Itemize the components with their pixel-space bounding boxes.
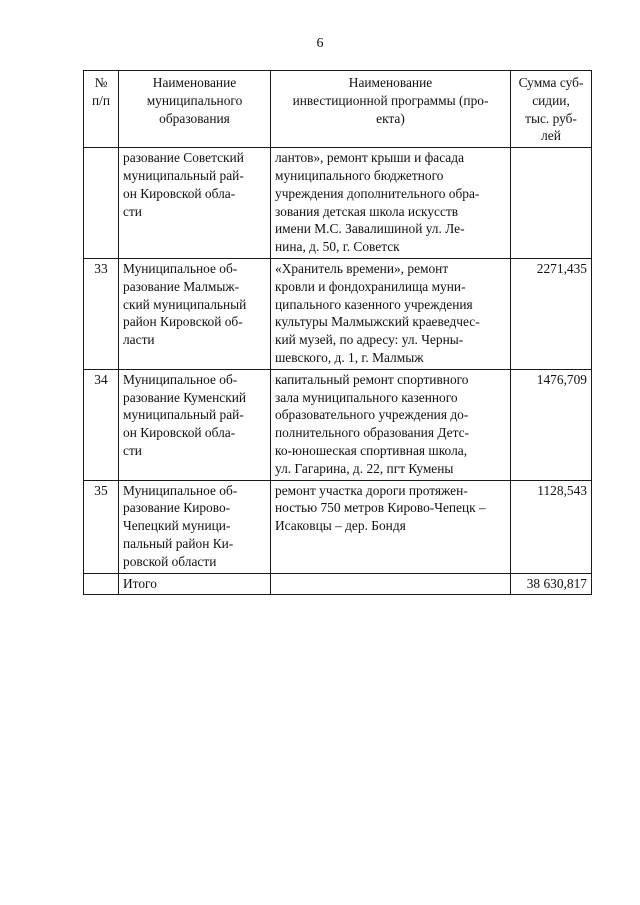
row-program: ремонт участка дороги протяжен- ностью 750 метров Кирово-Чепецк – Исаковцы – дер. Бондя [271,480,511,573]
row-municipality: Муниципальное об- разование Кирово- Чепецкий муници- пальный район Ки- ровской области [119,480,271,573]
row-amount: 1476,709 [511,369,592,480]
row-municipality: Муниципальное об- разование Куменский муниципальный рай- он Кировской обла- сти [119,369,271,480]
total-program-cell [271,573,511,595]
table-header [84,71,592,148]
header-program: Наименование инвестиционной программы (про- екта) [271,71,511,148]
row-amount: 2271,435 [511,258,592,369]
row-program: лантов», ремонт крыши и фасада муниципального бюджетного учреждения дополнительного обра- зования детская школа искусств имени М.С. Завалишиной ул. Ле- нина, д. 50, г. Советск [271,148,511,259]
end-separator-line [283,594,379,595]
row-program: капитальный ремонт спортивного зала муниципального казенного образовательного учреждения до- полнительного образования Детс- ко-юношеская спортивная школа, ул. Гагарина, д. 22, пгт Кумены [271,369,511,480]
row-amount: 1128,543 [511,480,592,573]
row-number [84,148,119,259]
table-row [84,480,592,573]
row-number: 33 [84,258,119,369]
row-number: 34 [84,369,119,480]
row-number: 35 [84,480,119,573]
total-label: Итого [119,573,271,595]
header-row [84,71,592,148]
row-program: «Хранитель времени», ремонт кровли и фондохранилища муни- ципального казенного учреждения культуры Малмыжский краеведчес- кий музей, по адресу: ул. Черны- шевского, д. 1, г. Малмыж [271,258,511,369]
header-municipality: Наименование муниципального образования [119,71,271,148]
table-row [84,369,592,480]
subsidy-table [83,70,592,595]
table-row [84,148,592,259]
row-municipality: Муниципальное об- разование Малмыж- ский муниципальный район Кировской об- ласти [119,258,271,369]
row-municipality: разование Советский муниципальный рай- он Кировской обла- сти [119,148,271,259]
header-amount: Сумма суб- сидии, тыс. руб- лей [511,71,592,148]
row-amount [511,148,592,259]
page-number: 6 [316,36,324,51]
total-row [84,573,592,595]
table-row [84,258,592,369]
header-number: № п/п [84,71,119,148]
total-number-cell [84,573,119,595]
total-amount: 38 630,817 [511,573,592,595]
